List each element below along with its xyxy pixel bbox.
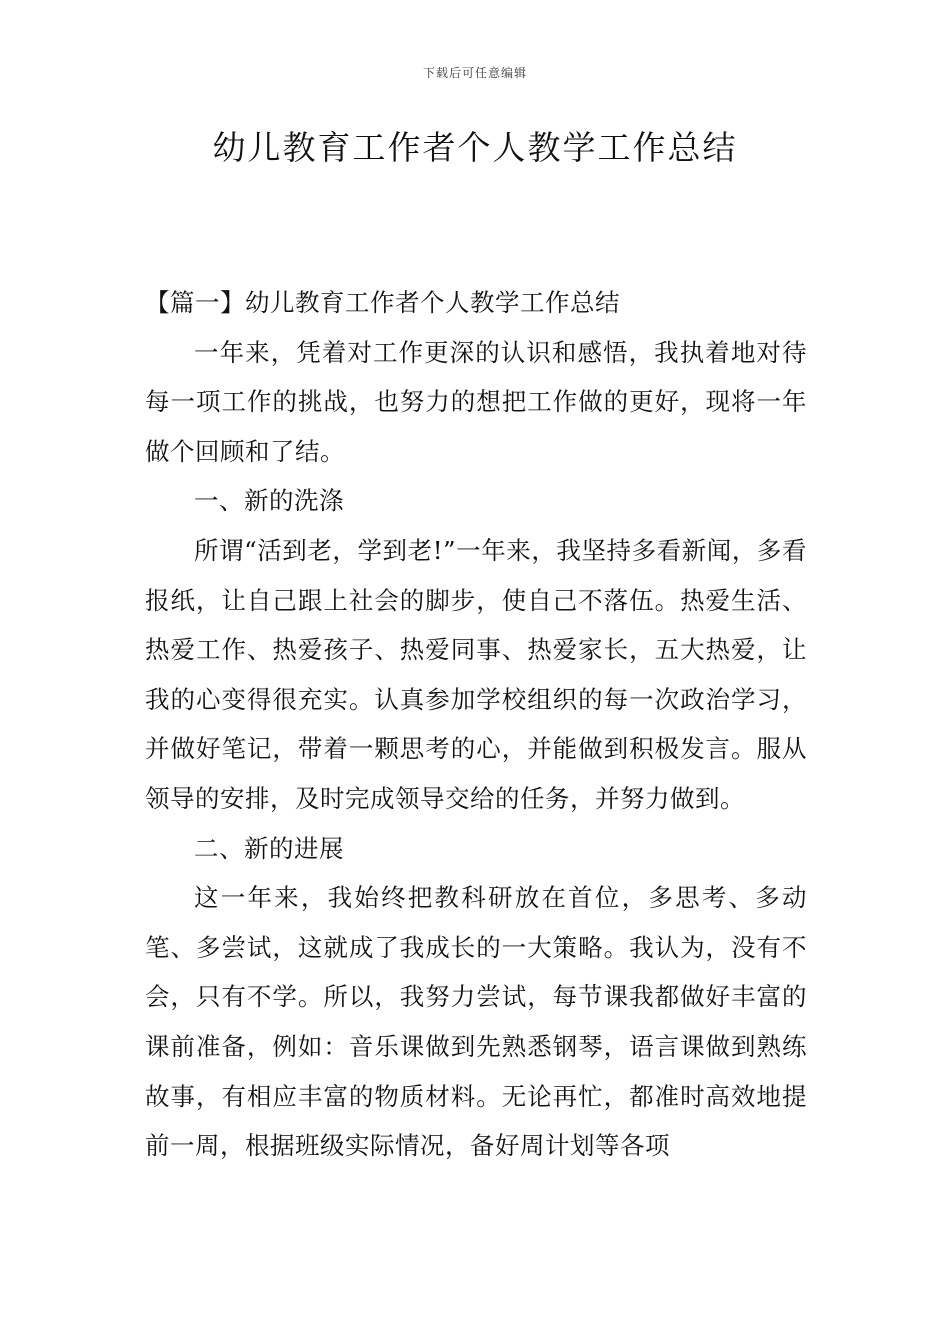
download-note: 下载后可任意编辑 (422, 66, 527, 80)
section-heading-2: 二、新的进展 (194, 833, 344, 863)
document-title: 幼儿教育工作者个人教学工作总结 (212, 128, 738, 167)
document-body (145, 278, 807, 1171)
section-label: 【篇一】幼儿教育工作者个人教学工作总结 (145, 288, 620, 317)
intro-paragraph: 一年来，凭着对工作更深的认识和感悟，我执着地对待每一项工作的挑战，也努力的想把工作做的更好，现将一年做个回顾和了结。 (145, 337, 807, 466)
section-1-paragraph: 所谓“活到老，学到老!”一年来，我坚持多看新闻，多看报纸，让自己跟上社会的脚步，使自己不落伍。热爱生活、热爱工作、热爱孩子、热爱同事、热爱家长，五大热爱，让我的心变得很充实。认真参加学校组织的每一次政治学习，并做好笔记，带着一颗思考的心，并能做到积极发言。服从领导的安排，及时完成领导交给的任务，并努力做到。 (145, 535, 807, 813)
section-2-paragraph: 这一年来，我始终把教科研放在首位，多思考、多动笔、多尝试，这就成了我成长的一大策略。我认为，没有不会，只有不学。所以，我努力尝试，每节课我都做好丰富的课前准备，例如：音乐课做到先熟悉钢琴，语言课做到熟练故事，有相应丰富的物质材料。无论再忙，都准时高效地提前一周，根据班级实际情况，备好周计划等各项 (145, 883, 807, 1161)
section-heading-1: 一、新的洗涤 (194, 486, 344, 516)
